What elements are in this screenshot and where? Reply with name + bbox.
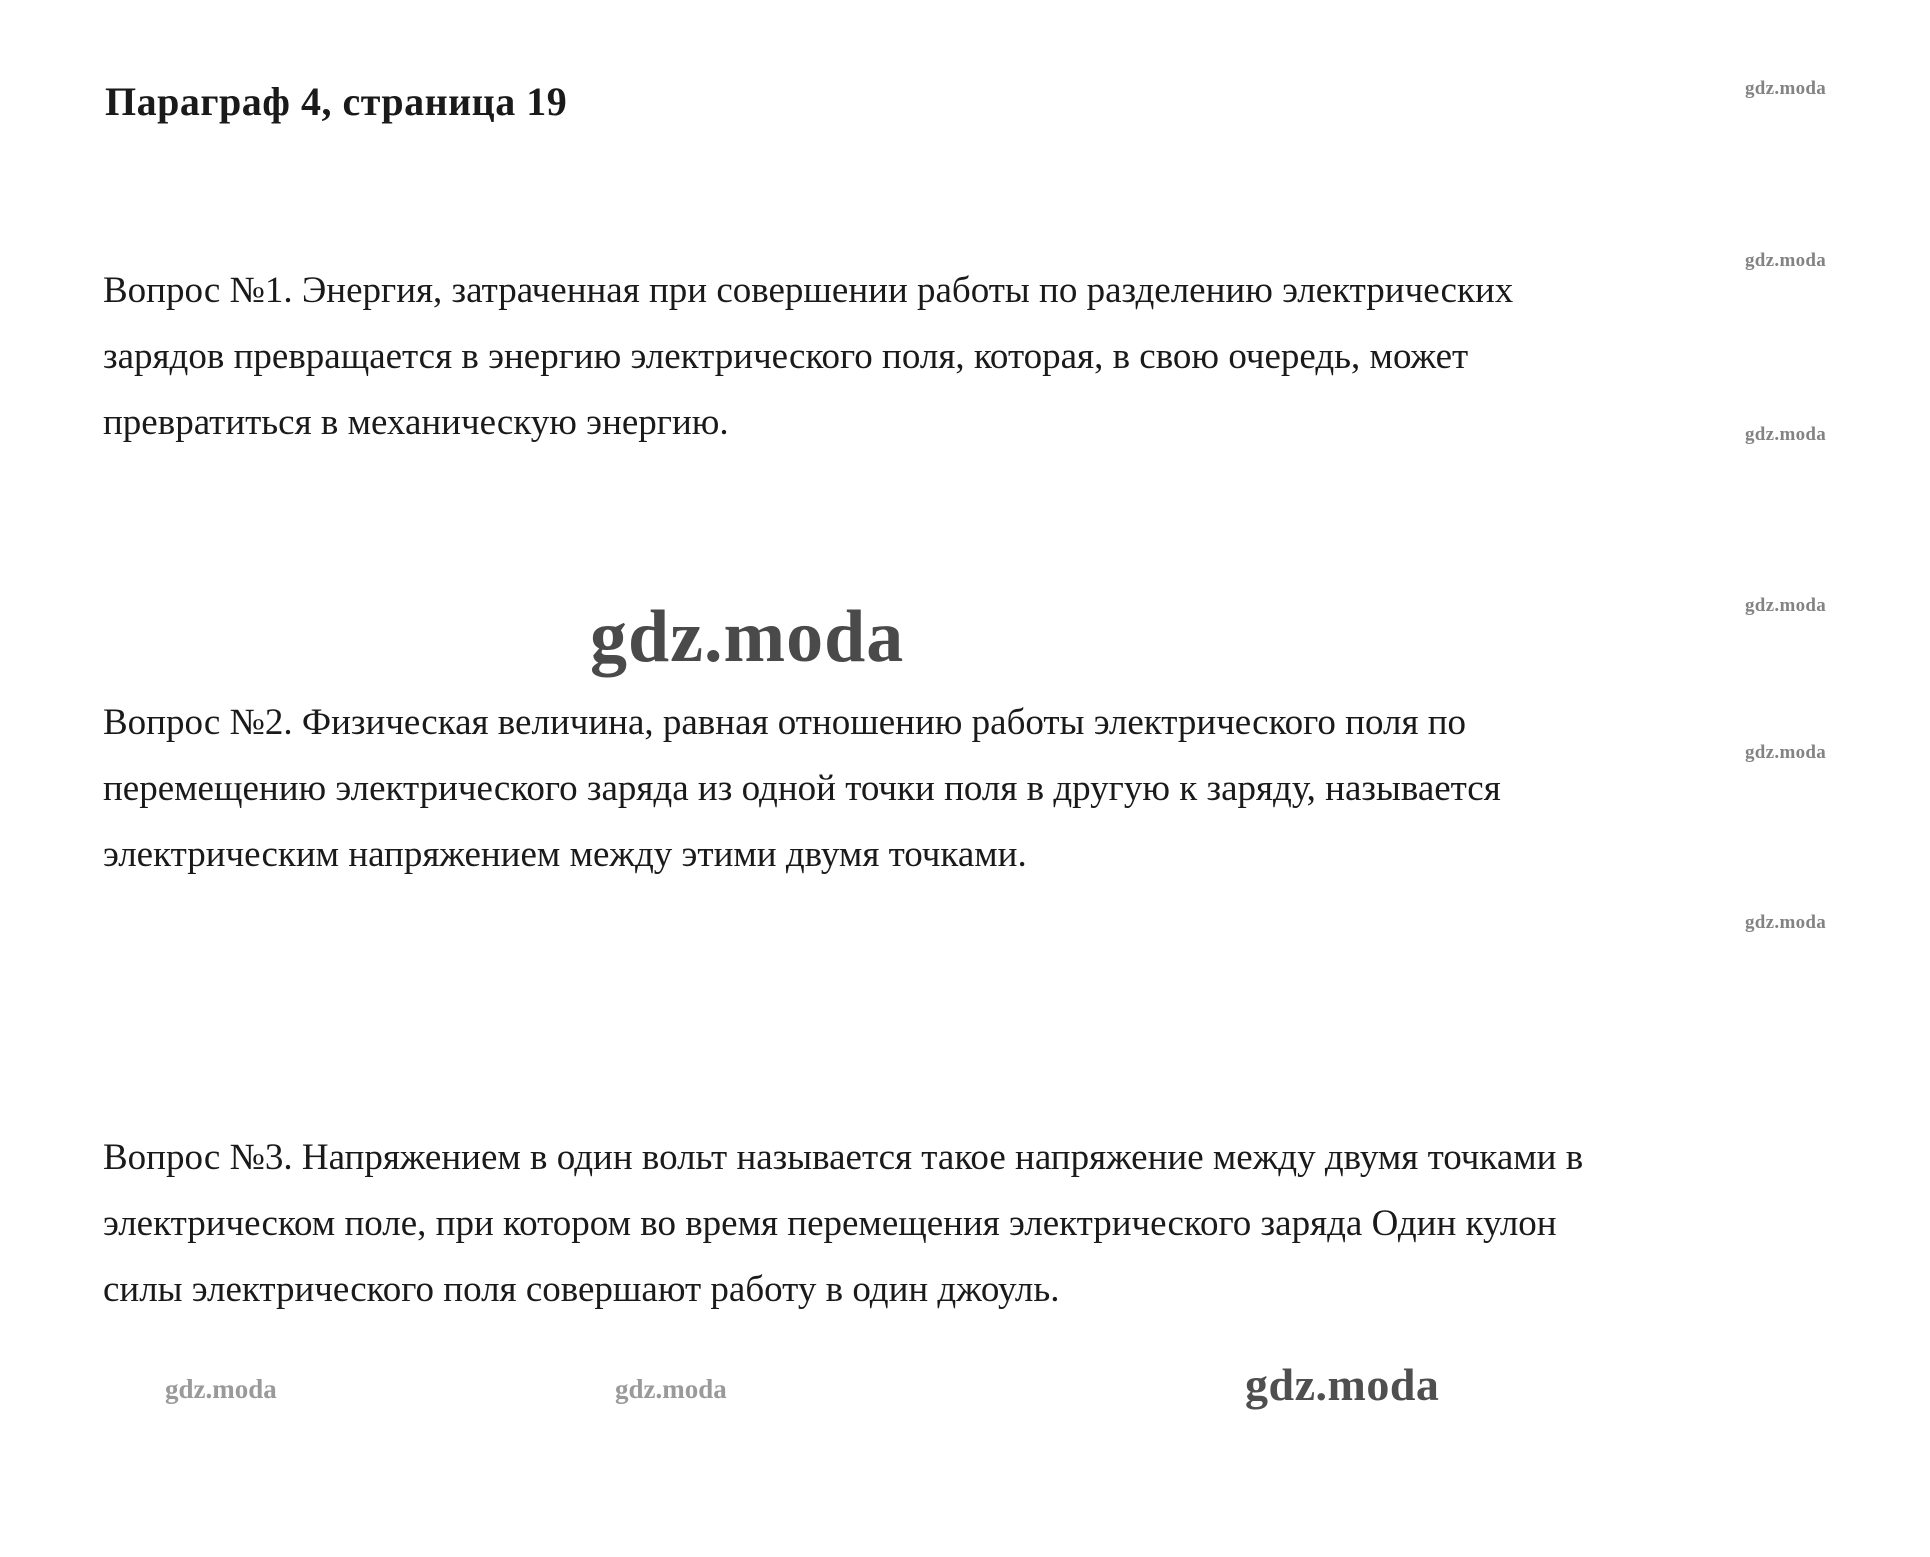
- watermark: gdz.moda: [590, 596, 905, 678]
- watermark: gdz.moda: [1745, 742, 1827, 763]
- page-title: Параграф 4, страница 19: [105, 79, 568, 124]
- watermark: gdz.moda: [615, 1374, 727, 1404]
- question-3-text: Вопрос №3. Напряжением в один вольт называется такое напряжение между двумя точками в электрическом поле, при котором во время перемещения электрического заряда Один кулон силы электрического поля совершают работу в один джоуль.: [103, 1137, 1584, 1310]
- question-1-text: Вопрос №1. Энергия, затраченная при совершении работы по разделению электрических зарядов превращается в энергию электрического поля, которая, в свою очередь, может превратиться в механическую энергию.: [103, 270, 1514, 443]
- watermark: gdz.moda: [165, 1374, 277, 1404]
- watermark: gdz.moda: [1745, 424, 1827, 445]
- watermark: gdz.moda: [1245, 1359, 1440, 1410]
- question-block-1: [103, 258, 1633, 456]
- watermark: gdz.moda: [1745, 595, 1827, 616]
- question-block-2: [103, 690, 1633, 888]
- question-block-3: [103, 1125, 1633, 1323]
- watermark: gdz.moda: [1745, 78, 1827, 99]
- watermark: gdz.moda: [1745, 912, 1827, 933]
- question-2-text: Вопрос №2. Физическая величина, равная отношению работы электрического поля по перемещению электрического заряда из одной точки поля в другую к заряду, называется электрическим напряжением между этими двумя точками.: [103, 702, 1501, 875]
- watermark: gdz.moda: [1745, 250, 1827, 271]
